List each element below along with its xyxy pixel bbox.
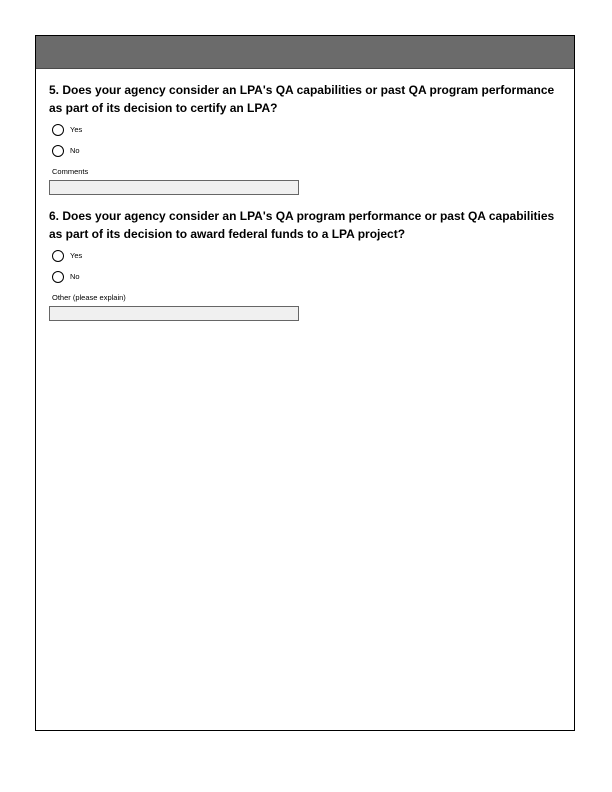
question-6 [49,207,569,321]
question-5-comments-field[interactable] [49,180,299,195]
question-6-option-yes[interactable] [52,248,569,264]
survey-page [35,35,575,731]
question-6-other-field[interactable] [49,306,299,321]
question-6-no-label: No [70,272,80,281]
question-6-no-radio[interactable] [52,271,64,283]
question-5-field-label: Comments [52,167,89,176]
question-6-title: 6. Does your agency consider an LPA's QA program performance or past QA capabilities as part of its decision to award federal funds to a LPA project? [49,209,555,241]
question-5-option-yes[interactable] [52,122,569,138]
question-5-title: 5. Does your agency consider an LPA's QA capabilities or past QA program performance as part of its decision to certify an LPA? [49,83,555,115]
question-6-yes-radio[interactable] [52,250,64,262]
question-5-yes-label: Yes [70,125,83,134]
question-5-option-no[interactable] [52,143,569,159]
question-5-no-label: No [70,146,80,155]
header-bar [36,36,574,69]
question-6-yes-label: Yes [70,251,83,260]
question-5-yes-radio[interactable] [52,124,64,136]
question-6-option-no[interactable] [52,269,569,285]
question-5-no-radio[interactable] [52,145,64,157]
question-6-field-label: Other (please explain) [52,293,126,302]
question-5 [49,81,569,195]
